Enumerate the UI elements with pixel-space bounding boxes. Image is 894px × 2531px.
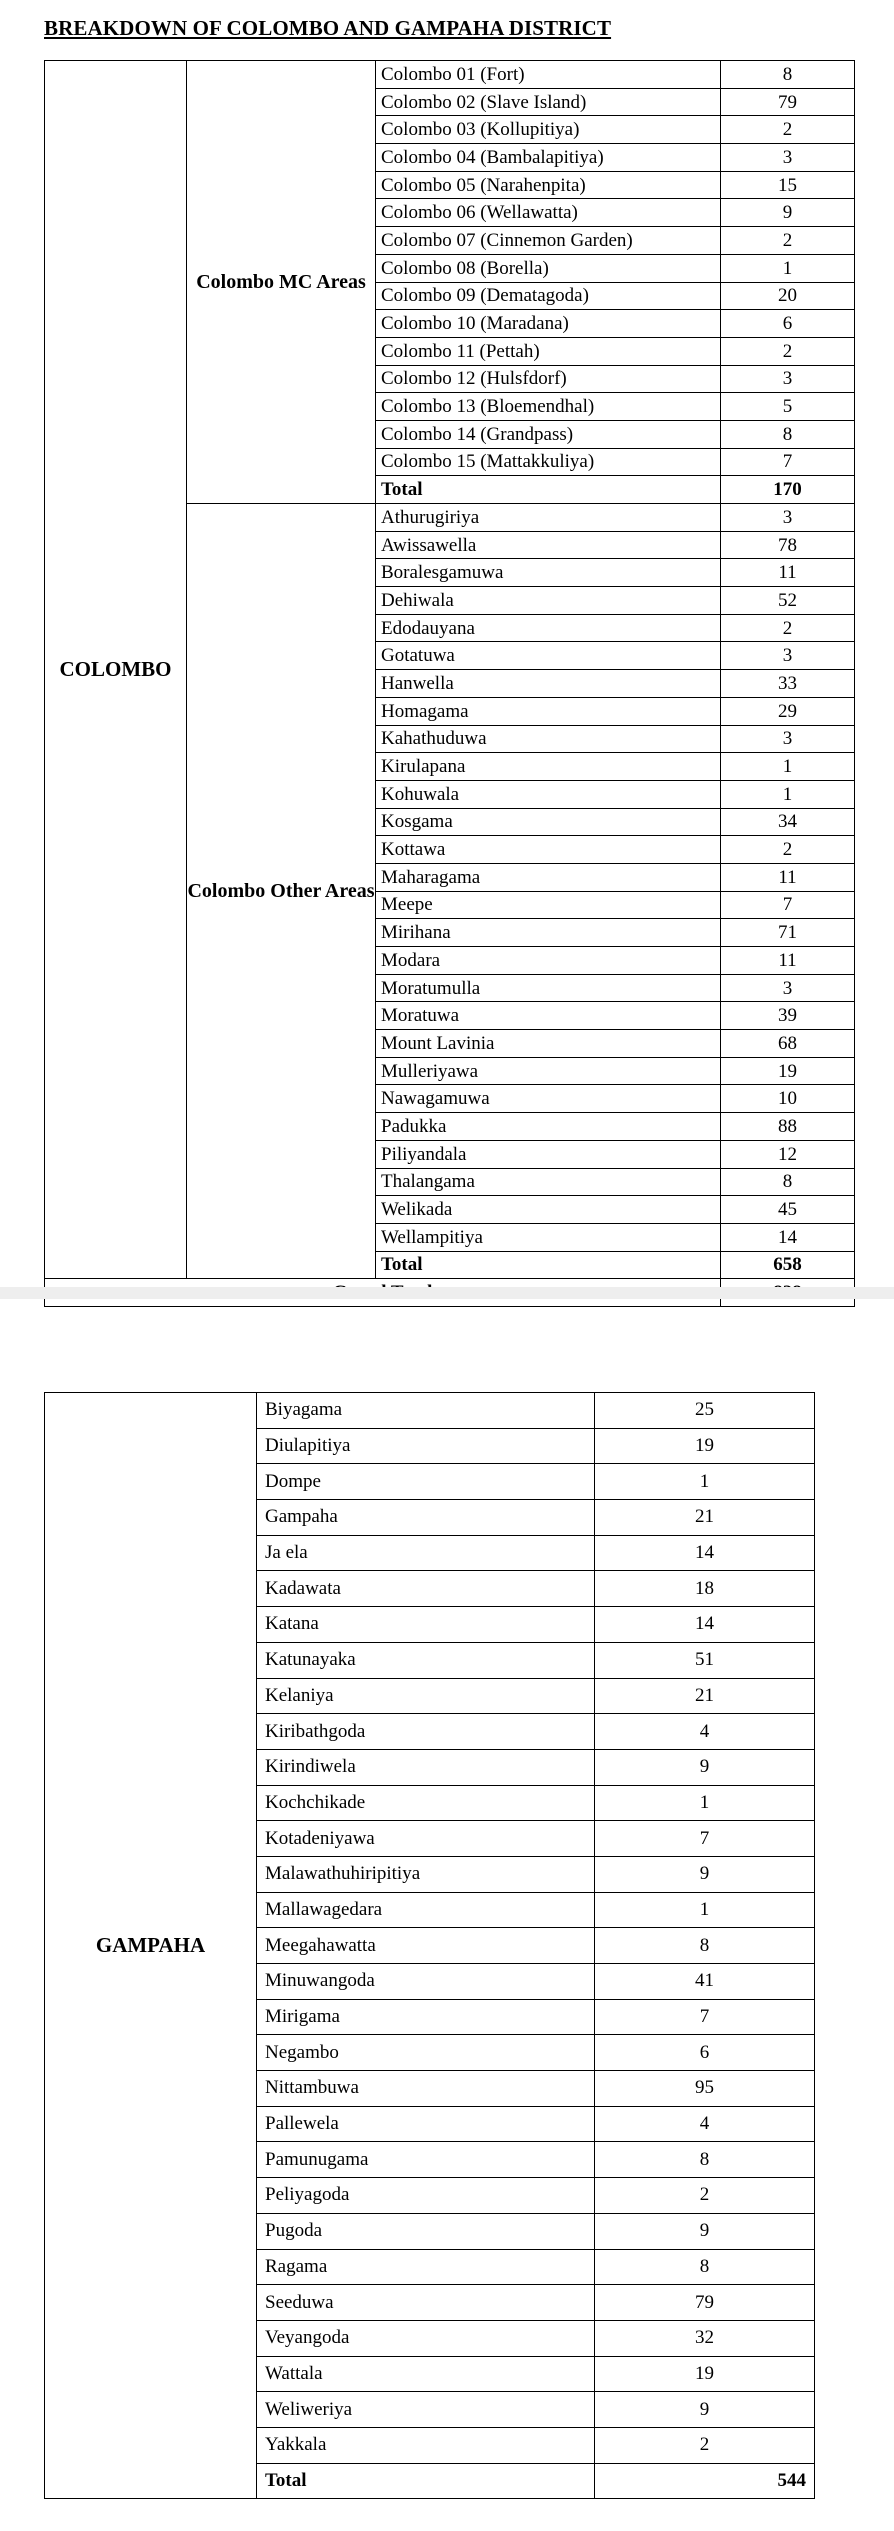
area-name: Malawathuhiripitiya [257,1856,595,1892]
area-count: 7 [595,1999,815,2035]
area-name: Wattala [257,2356,595,2392]
area-count: 1 [595,1892,815,1928]
area-count: 3 [721,725,855,753]
area-name: Modara [376,947,721,975]
area-name: Meepe [376,891,721,919]
area-name: Pamunugama [257,2142,595,2178]
area-count: 10 [721,1085,855,1113]
total-value: 170 [721,476,855,504]
area-count: 32 [595,2320,815,2356]
total-label: Total [376,476,721,504]
area-count: 14 [721,1223,855,1251]
area-count: 6 [595,2035,815,2071]
area-count: 4 [595,2106,815,2142]
area-count: 19 [595,1428,815,1464]
area-count: 95 [595,2071,815,2107]
area-count: 1 [595,1464,815,1500]
area-count: 21 [595,1678,815,1714]
page-title: BREAKDOWN OF COLOMBO AND GAMPAHA DISTRICT [44,16,612,40]
area-name: Colombo 12 (Hulsfdorf) [376,365,721,393]
area-count: 39 [721,1002,855,1030]
area-name: Yakkala [257,2427,595,2463]
area-count: 68 [721,1030,855,1058]
area-name: Kotadeniyawa [257,1821,595,1857]
area-name: Nittambuwa [257,2071,595,2107]
area-count: 41 [595,1964,815,2000]
area-count: 2 [721,227,855,255]
area-count: 7 [721,448,855,476]
area-name: Colombo 15 (Mattakkuliya) [376,448,721,476]
area-count: 11 [721,863,855,891]
district-label: GAMPAHA [45,1393,257,2499]
area-name: Athurugiriya [376,504,721,532]
area-name: Veyangoda [257,2320,595,2356]
area-count: 12 [721,1140,855,1168]
area-count: 78 [721,531,855,559]
area-name: Nawagamuwa [376,1085,721,1113]
area-count: 51 [595,1642,815,1678]
area-name: Katunayaka [257,1642,595,1678]
area-name: Weliweriya [257,2392,595,2428]
area-name: Hanwella [376,670,721,698]
area-count: 11 [721,559,855,587]
area-name: Gampaha [257,1500,595,1536]
area-name: Seeduwa [257,2285,595,2321]
area-name: Wellampitiya [376,1223,721,1251]
area-count: 25 [595,1393,815,1429]
area-count: 8 [721,420,855,448]
area-name: Thalangama [376,1168,721,1196]
area-name: Mallawagedara [257,1892,595,1928]
area-count: 9 [721,199,855,227]
gampaha-table [44,1392,815,2499]
area-count: 52 [721,587,855,615]
area-count: 3 [721,365,855,393]
area-count: 11 [721,947,855,975]
area-name: Colombo 10 (Maradana) [376,310,721,338]
area-name: Moratuwa [376,1002,721,1030]
area-count: 8 [595,2142,815,2178]
area-count: 14 [595,1535,815,1571]
area-count: 2 [721,836,855,864]
area-name: Colombo 06 (Wellawatta) [376,199,721,227]
area-count: 2 [595,2427,815,2463]
area-name: Dehiwala [376,587,721,615]
area-count: 19 [721,1057,855,1085]
area-name: Kochchikade [257,1785,595,1821]
area-name: Colombo 09 (Dematagoda) [376,282,721,310]
total-label: Total [376,1251,721,1279]
area-count: 3 [721,504,855,532]
area-count: 1 [721,780,855,808]
area-name: Kirindiwela [257,1749,595,1785]
area-count: 6 [721,310,855,338]
area-name: Dompe [257,1464,595,1500]
colombo-table [44,60,855,1307]
area-name: Colombo 05 (Narahenpita) [376,171,721,199]
area-count: 9 [595,2392,815,2428]
area-name: Colombo 01 (Fort) [376,61,721,89]
area-count: 14 [595,1607,815,1643]
area-count: 2 [721,337,855,365]
area-count: 45 [721,1196,855,1224]
area-count: 7 [595,1821,815,1857]
area-name: Gotatuwa [376,642,721,670]
area-name: Welikada [376,1196,721,1224]
area-name: Diulapitiya [257,1428,595,1464]
area-name: Kottawa [376,836,721,864]
total-value: 544 [595,2463,815,2499]
table-row [45,1393,815,1429]
area-count: 1 [595,1785,815,1821]
area-name: Mount Lavinia [376,1030,721,1058]
area-count: 3 [721,642,855,670]
area-count: 3 [721,144,855,172]
area-name: Ja ela [257,1535,595,1571]
area-name: Colombo 03 (Kollupitiya) [376,116,721,144]
area-count: 8 [721,1168,855,1196]
area-count: 5 [721,393,855,421]
area-name: Colombo 14 (Grandpass) [376,420,721,448]
area-name: Piliyandala [376,1140,721,1168]
area-name: Pallewela [257,2106,595,2142]
area-count: 7 [721,891,855,919]
area-count: 15 [721,171,855,199]
area-name: Minuwangoda [257,1964,595,2000]
total-label: Total [257,2463,595,2499]
area-count: 21 [595,1500,815,1536]
group-label: Colombo MC Areas [187,61,376,504]
area-count: 9 [595,1749,815,1785]
area-count: 9 [595,1856,815,1892]
area-name: Pugoda [257,2213,595,2249]
area-name: Boralesgamuwa [376,559,721,587]
area-count: 79 [595,2285,815,2321]
area-name: Peliyagoda [257,2178,595,2214]
area-count: 8 [721,61,855,89]
table-row [45,61,855,89]
district-label: COLOMBO [45,61,187,1279]
area-count: 3 [721,974,855,1002]
area-count: 88 [721,1113,855,1141]
area-count: 9 [595,2213,815,2249]
area-count: 4 [595,1714,815,1750]
area-name: Edodauyana [376,614,721,642]
area-name: Colombo 13 (Bloemendhal) [376,393,721,421]
area-name: Colombo 07 (Cinnemon Garden) [376,227,721,255]
area-name: Padukka [376,1113,721,1141]
area-name: Colombo 04 (Bambalapitiya) [376,144,721,172]
area-name: Kelaniya [257,1678,595,1714]
area-count: 2 [595,2178,815,2214]
area-name: Negambo [257,2035,595,2071]
area-name: Homagama [376,697,721,725]
area-count: 79 [721,88,855,116]
area-count: 33 [721,670,855,698]
area-count: 1 [721,254,855,282]
area-name: Colombo 11 (Pettah) [376,337,721,365]
area-name: Kahathuduwa [376,725,721,753]
area-count: 2 [721,614,855,642]
area-count: 8 [595,2249,815,2285]
area-name: Awissawella [376,531,721,559]
area-name: Kohuwala [376,780,721,808]
area-count: 20 [721,282,855,310]
area-name: Kosgama [376,808,721,836]
group-label: Colombo Other Areas [187,504,376,1279]
area-name: Mirihana [376,919,721,947]
area-name: Maharagama [376,863,721,891]
page-separator [0,1287,894,1299]
area-name: Mirigama [257,1999,595,2035]
area-count: 8 [595,1928,815,1964]
area-count: 2 [721,116,855,144]
area-count: 71 [721,919,855,947]
area-name: Katana [257,1607,595,1643]
area-name: Biyagama [257,1393,595,1429]
area-name: Kiribathgoda [257,1714,595,1750]
area-name: Colombo 08 (Borella) [376,254,721,282]
total-value: 658 [721,1251,855,1279]
area-count: 29 [721,697,855,725]
area-count: 19 [595,2356,815,2392]
area-count: 18 [595,1571,815,1607]
area-name: Colombo 02 (Slave Island) [376,88,721,116]
area-name: Kadawata [257,1571,595,1607]
area-name: Kirulapana [376,753,721,781]
area-name: Mulleriyawa [376,1057,721,1085]
area-count: 34 [721,808,855,836]
area-count: 1 [721,753,855,781]
area-name: Moratumulla [376,974,721,1002]
area-name: Ragama [257,2249,595,2285]
area-name: Meegahawatta [257,1928,595,1964]
